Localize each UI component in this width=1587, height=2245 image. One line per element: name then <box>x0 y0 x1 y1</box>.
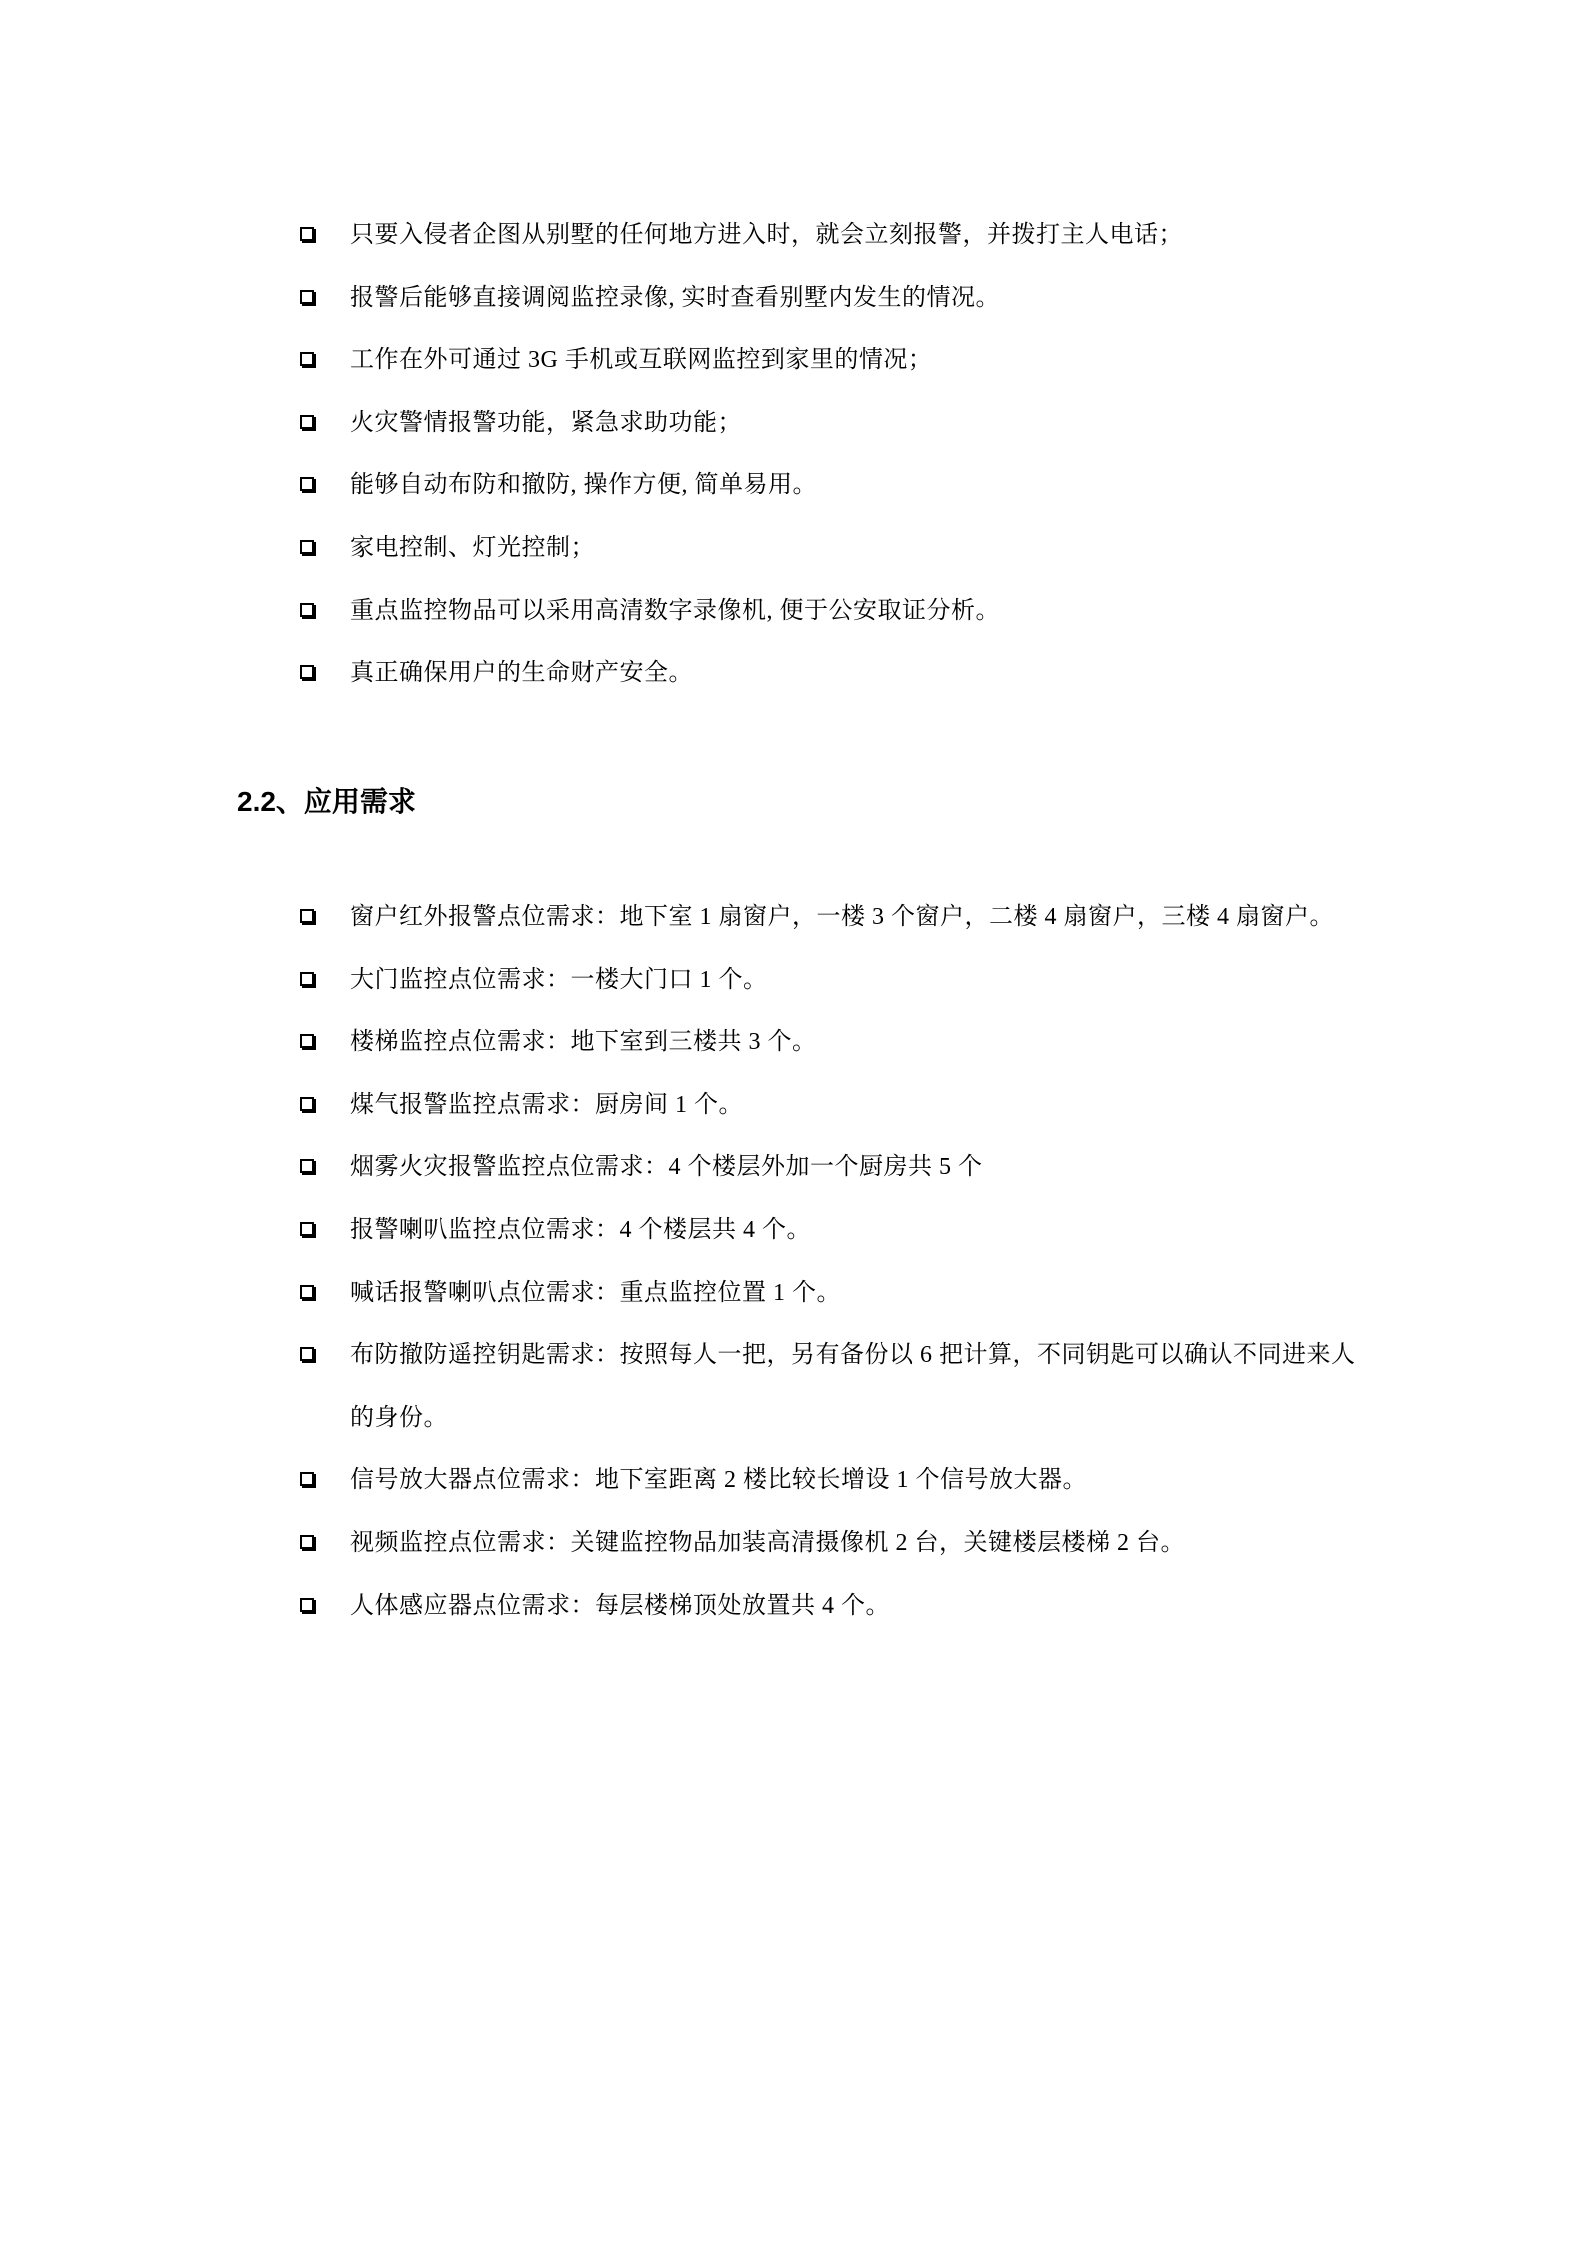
checkbox-square-icon <box>300 972 314 986</box>
list-item <box>298 1324 1358 1449</box>
list-item <box>298 1575 1358 1638</box>
list-item-text: 真正确保用户的生命财产安全。 <box>350 660 693 687</box>
checkbox-square-icon <box>300 352 314 366</box>
list-item <box>298 886 1358 949</box>
list-item-text: 重点监控物品可以采用高清数字录像机, 便于公安取证分析。 <box>350 597 1000 624</box>
list-item <box>298 329 1358 392</box>
checkbox-square-icon <box>300 290 314 304</box>
checkbox-square-icon <box>300 1034 314 1048</box>
checkbox-square-icon <box>300 665 314 679</box>
list-item-text: 家电控制、灯光控制； <box>350 534 595 561</box>
checkbox-square-icon <box>300 1285 314 1299</box>
checkbox-square-icon <box>300 1598 314 1612</box>
list-item-text: 只要入侵者企图从别墅的任何地方进入时，就会立刻报警，并拨打主人电话； <box>350 222 1183 248</box>
list-item-text: 楼梯监控点位需求：地下室到三楼共 3 个。 <box>350 1029 817 1056</box>
list-item-text: 报警后能够直接调阅监控录像, 实时查看别墅内发生的情况。 <box>350 284 1000 311</box>
list-item <box>298 1199 1358 1262</box>
list-item-text: 信号放大器点位需求：地下室距离 2 楼比较长增设 1 个信号放大器。 <box>350 1467 1087 1494</box>
list-item-text: 报警喇叭监控点位需求：4 个楼层共 4 个。 <box>350 1216 811 1243</box>
checkbox-square-icon <box>300 909 314 923</box>
checkbox-square-icon <box>300 1222 314 1236</box>
list-item <box>298 580 1358 643</box>
list-item-text: 火灾警情报警功能，紧急求助功能； <box>350 409 742 436</box>
list-item <box>298 204 1358 267</box>
list-item-text: 工作在外可通过 3G 手机或互联网监控到家里的情况； <box>350 347 933 374</box>
list-item <box>298 1512 1358 1575</box>
checkbox-square-icon <box>300 540 314 554</box>
list-item-text: 布防撤防遥控钥匙需求：按照每人一把，另有备份以 6 把计算，不同钥匙可以确认不同进来人的身份。 <box>350 1342 1356 1431</box>
list-item-text: 烟雾火灾报警监控点位需求：4 个楼层外加一个厨房共 5 个 <box>350 1154 983 1181</box>
requirements-list <box>298 886 1358 1637</box>
list-item-text: 窗户红外报警点位需求：地下室 1 扇窗户，一楼 3 个窗户，二楼 4 扇窗户，三楼 4 扇窗户。 <box>350 904 1334 930</box>
checkbox-square-icon <box>300 477 314 491</box>
checkbox-square-icon <box>300 1535 314 1549</box>
list-item <box>298 517 1358 580</box>
list-item <box>298 392 1358 455</box>
list-item <box>298 454 1358 517</box>
list-item <box>298 1011 1358 1074</box>
list-item-text: 人体感应器点位需求：每层楼梯顶处放置共 4 个。 <box>350 1592 890 1619</box>
checkbox-square-icon <box>300 1347 314 1361</box>
checkbox-square-icon <box>300 1159 314 1173</box>
list-item-text: 喊话报警喇叭点位需求：重点监控位置 1 个。 <box>350 1279 841 1306</box>
checkbox-square-icon <box>300 415 314 429</box>
list-item <box>298 642 1358 705</box>
checkbox-square-icon <box>300 1472 314 1486</box>
list-item-text: 煤气报警监控点需求：厨房间 1 个。 <box>350 1091 743 1118</box>
section-heading: 2.2、应用需求 <box>237 786 416 817</box>
list-item <box>298 1449 1358 1512</box>
list-item <box>298 1262 1358 1325</box>
list-item <box>298 1074 1358 1137</box>
list-item-text: 能够自动布防和撤防, 操作方便, 简单易用。 <box>350 472 817 499</box>
feature-list <box>298 204 1358 705</box>
checkbox-square-icon <box>300 1097 314 1111</box>
list-item <box>298 949 1358 1012</box>
checkbox-square-icon <box>300 603 314 617</box>
list-item <box>298 267 1358 330</box>
checkbox-square-icon <box>300 227 314 241</box>
list-item <box>298 1136 1358 1199</box>
list-item-text: 大门监控点位需求：一楼大门口 1 个。 <box>350 966 768 993</box>
list-item-text: 视频监控点位需求：关键监控物品加装高清摄像机 2 台，关键楼层楼梯 2 台。 <box>350 1529 1185 1556</box>
